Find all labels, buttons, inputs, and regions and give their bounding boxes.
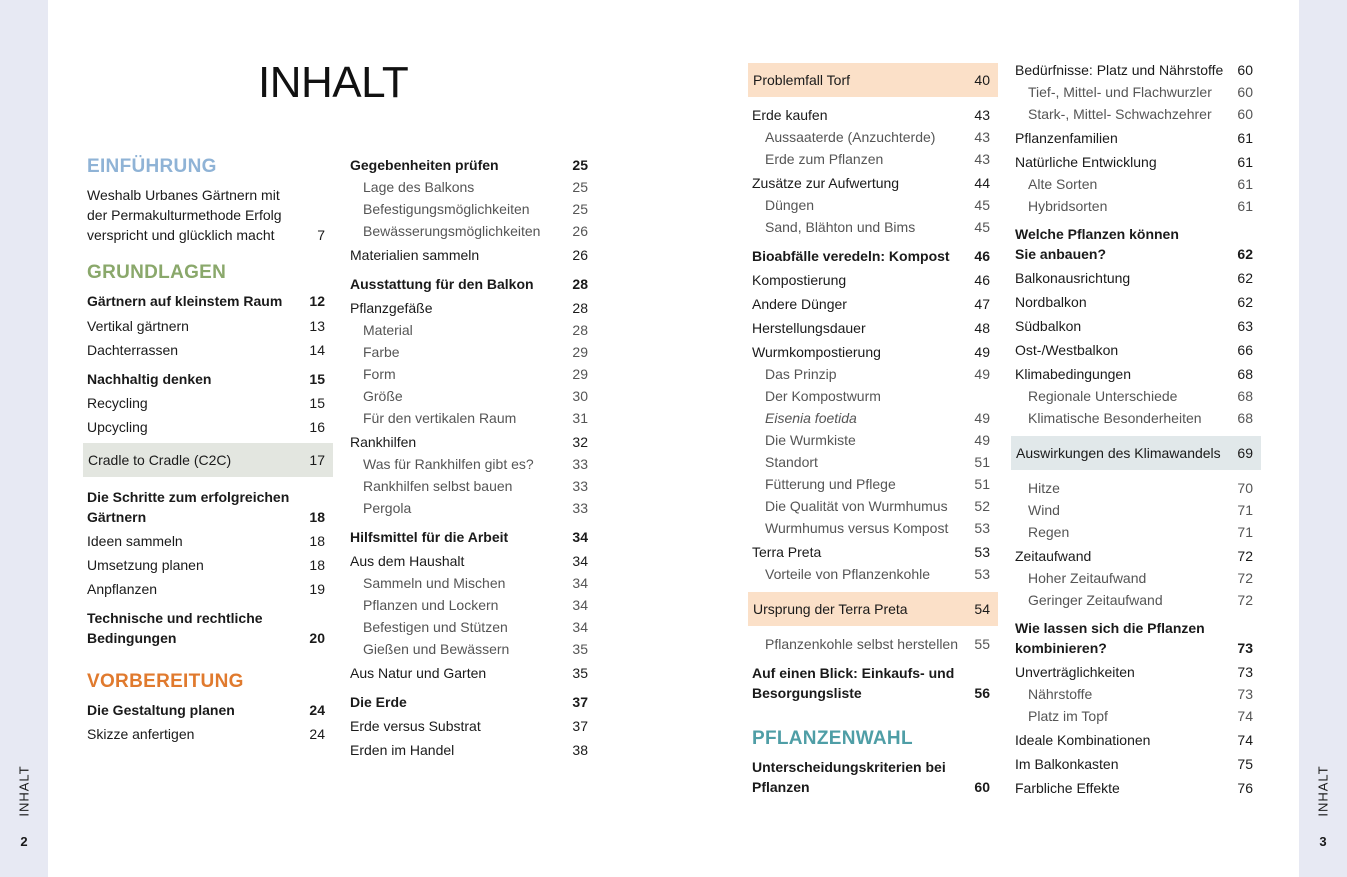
toc-subentry[interactable]: Die Qualität von Wurmhumus 52 [765,498,990,514]
toc-entry[interactable]: Vertikal gärtnern 13 [87,318,325,334]
toc-subentry[interactable]: Größe 30 [363,388,588,404]
toc-subentry[interactable]: Erde zum Pflanzen 43 [765,151,990,167]
toc-entry[interactable]: Anpflanzen 19 [87,581,325,597]
toc-entry-line: Weshalb Urbanes Gärtnern mit [87,187,280,203]
toc-entry[interactable]: Ideen sammeln 18 [87,533,325,549]
toc-entry[interactable]: Balkonausrichtung 62 [1015,270,1253,286]
toc-entry[interactable]: Bioabfälle veredeln: Kompost 46 [752,248,990,264]
toc-entry[interactable]: Die Schritte zum erfolgreichen Gärtnern 18 [87,489,325,525]
toc-subentry[interactable]: Sand, Blähton und Bims 45 [765,219,990,235]
toc-entry[interactable]: Erde kaufen 43 [752,107,990,123]
toc-subentry[interactable]: Regionale Unterschiede 68 [1028,388,1253,404]
side-label-right: INHALT [1315,765,1331,817]
toc-entry[interactable]: Wurmkompostierung 49 [752,344,990,360]
toc-subentry[interactable]: Gießen und Bewässern 35 [363,641,588,657]
toc-entry[interactable]: Umsetzung planen 18 [87,557,325,573]
toc-subentry[interactable]: Hybridsorten 61 [1028,198,1253,214]
toc-entry[interactable]: Nachhaltig denken 15 [87,371,325,387]
toc-subentry[interactable]: Fütterung und Pflege 51 [765,476,990,492]
toc-column-3 [752,63,990,797]
toc-subentry[interactable]: Was für Rankhilfen gibt es? 33 [363,456,588,472]
toc-entry[interactable] [87,185,325,245]
toc-subentry[interactable]: Standort 51 [765,454,990,470]
toc-entry[interactable]: Technische und rechtliche Bedingungen 20 [87,610,325,646]
toc-entry[interactable]: Materialien sammeln 26 [350,247,588,263]
section-heading-grundlagen: GRUNDLAGEN [87,262,227,283]
toc-subentry[interactable]: Alte Sorten 61 [1028,176,1253,192]
toc-entry[interactable]: Pflanzenfamilien 61 [1015,130,1253,146]
toc-entry[interactable]: Aus Natur und Garten 35 [350,665,588,681]
toc-subentry[interactable]: Pflanzenkohle selbst herstellen 55 [765,636,990,652]
toc-entry[interactable]: Welche Pflanzen können Sie anbauen? 62 [1015,226,1253,262]
toc-entry[interactable]: Erde versus Substrat 37 [350,718,588,734]
toc-subentry[interactable]: Für den vertikalen Raum 31 [363,410,588,426]
toc-entry[interactable]: Farbliche Effekte 76 [1015,780,1253,796]
toc-entry[interactable]: Pflanzgefäße 28 [350,300,588,316]
toc-entry[interactable]: Erden im Handel 38 [350,742,588,758]
page-number-right: 3 [1319,834,1327,849]
toc-entry[interactable]: Unverträglichkeiten 73 [1015,664,1253,680]
toc-subentry[interactable]: Vorteile von Pflanzenkohle 53 [765,566,990,582]
toc-subentry[interactable]: Wurmhumus versus Kompost 53 [765,520,990,536]
toc-entry[interactable]: Auf einen Blick: Einkaufs- und Besorgungsliste 56 [752,665,990,701]
toc-entry[interactable]: Natürliche Entwicklung 61 [1015,154,1253,170]
toc-entry-highlighted[interactable]: Problemfall Torf 40 [748,63,998,97]
toc-subentry[interactable]: Klimatische Besonderheiten 68 [1028,410,1253,426]
section-heading-pflanzenwahl: PFLANZENWAHL [752,728,913,749]
page-number-left: 2 [20,834,28,849]
toc-subentry[interactable]: Rankhilfen selbst bauen 33 [363,478,588,494]
toc-entry[interactable]: Gärtnern auf kleinstem Raum 12 [87,293,325,309]
right-page-margin [1299,0,1347,877]
toc-subentry[interactable]: Lage des Balkons 25 [363,179,588,195]
toc-subentry[interactable]: Aussaaterde (Anzuchterde) 43 [765,129,990,145]
toc-entry[interactable]: Upcycling 16 [87,419,325,435]
toc-entry[interactable]: Wie lassen sich die Pflanzen kombinieren? 73 [1015,620,1253,656]
toc-subentry[interactable]: Pergola 33 [363,500,588,516]
toc-subentry[interactable]: Form 29 [363,366,588,382]
left-page-margin [0,0,48,877]
toc-entry[interactable]: Terra Preta 53 [752,544,990,560]
toc-entry-highlighted[interactable]: Ursprung der Terra Preta 54 [748,592,998,626]
toc-entry[interactable]: Hilfsmittel für die Arbeit 34 [350,529,588,545]
toc-subentry[interactable]: Pflanzen und Lockern 34 [363,597,588,613]
section-heading-einfuehrung: EINFÜHRUNG [87,156,217,177]
toc-entry[interactable]: Skizze anfertigen 24 [87,726,325,742]
toc-subentry[interactable]: Tief-, Mittel- und Flachwurzler 60 [1028,84,1253,100]
toc-entry-highlighted[interactable]: Auswirkungen des Klimawandels 69 [1011,436,1261,470]
side-label-left: INHALT [16,765,32,817]
toc-entry[interactable]: Klimabedingungen 68 [1015,366,1253,382]
toc-entry[interactable]: Herstellungsdauer 48 [752,320,990,336]
toc-entry[interactable]: Die Gestaltung planen 24 [87,702,325,718]
toc-entry[interactable]: Ost-/Westbalkon 66 [1015,342,1253,358]
toc-subentry[interactable]: Der Kompostwurm [765,388,881,404]
toc-entry[interactable]: Dachterrassen 14 [87,342,325,358]
toc-entry[interactable]: Bedürfnisse: Platz und Nährstoffe 60 [1015,62,1253,78]
toc-subentry[interactable]: Das Prinzip 49 [765,366,990,382]
toc-entry-highlighted[interactable]: Cradle to Cradle (C2C) 17 [83,443,333,477]
toc-page-number: 7 [317,227,325,243]
toc-subentry[interactable]: Sammeln und Mischen 34 [363,575,588,591]
toc-subentry[interactable]: Farbe 29 [363,344,588,360]
toc-entry[interactable]: Ausstattung für den Balkon 28 [350,276,588,292]
toc-entry[interactable]: Südbalkon 63 [1015,318,1253,334]
toc-entry[interactable]: Die Erde 37 [350,694,588,710]
toc-column-1 [87,155,325,744]
toc-entry[interactable]: Im Balkonkasten 75 [1015,756,1253,772]
toc-entry[interactable]: Unterscheidungskriterien bei Pflanzen 60 [752,759,990,795]
toc-subentry[interactable]: Platz im Topf 74 [1028,708,1253,724]
toc-subentry[interactable]: Stark-, Mittel- Schwachzehrer 60 [1028,106,1253,122]
toc-subentry[interactable]: Düngen 45 [765,197,990,213]
toc-subentry[interactable]: Geringer Zeitaufwand 72 [1028,592,1253,608]
toc-entry[interactable]: Nordbalkon 62 [1015,294,1253,310]
toc-entry[interactable]: Zusätze zur Aufwertung 44 [752,175,990,191]
section-heading-vorbereitung: VORBEREITUNG [87,671,244,692]
toc-column-2 [350,155,588,760]
toc-entry[interactable]: Rankhilfen 32 [350,434,588,450]
toc-subentry[interactable]: Befestigungsmöglichkeiten 25 [363,201,588,217]
toc-subentry[interactable]: Eisenia foetida 49 [765,410,990,426]
toc-entry[interactable]: Zeitaufwand 72 [1015,548,1253,564]
toc-entry[interactable]: Gegebenheiten prüfen 25 [350,157,588,173]
toc-subentry[interactable]: Hoher Zeitaufwand 72 [1028,570,1253,586]
toc-subentry[interactable]: Material 28 [363,322,588,338]
toc-column-4 [1015,60,1253,798]
page-title: INHALT [258,58,409,107]
toc-subentry[interactable]: Nährstoffe 73 [1028,686,1253,702]
toc-entry[interactable]: Aus dem Haushalt 34 [350,553,588,569]
toc-subentry[interactable]: Wind 71 [1028,502,1253,518]
toc-entry[interactable]: Recycling 15 [87,395,325,411]
toc-entry[interactable]: Kompostierung 46 [752,272,990,288]
toc-entry[interactable]: Andere Dünger 47 [752,296,990,312]
toc-subentry[interactable]: Die Wurmkiste 49 [765,432,990,448]
toc-entry[interactable]: Ideale Kombinationen 74 [1015,732,1253,748]
toc-entry-line: verspricht und glücklich macht [87,227,275,243]
toc-entry-line: der Permakulturmethode Erfolg [87,207,282,223]
toc-subentry[interactable]: Hitze 70 [1028,480,1253,496]
toc-subentry[interactable]: Bewässerungsmöglichkeiten 26 [363,223,588,239]
toc-subentry[interactable]: Befestigen und Stützen 34 [363,619,588,635]
toc-subentry[interactable]: Regen 71 [1028,524,1253,540]
